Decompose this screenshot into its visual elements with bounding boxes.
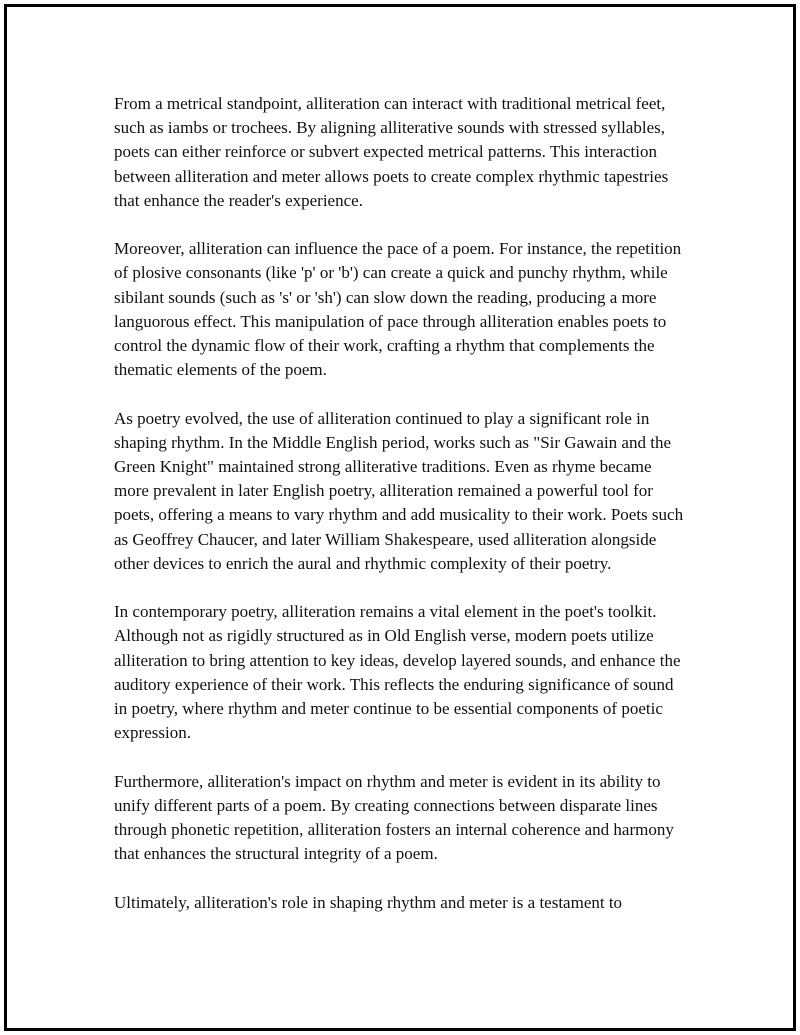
paragraph-contemporary: In contemporary poetry, alliteration remains a vital element in the poet's toolkit. Although not as rigidly structured as in Old English verse, modern poets utilize alliteration to bring attention to key ideas, develop layered sounds, and enhance the auditory experience of their work. This reflects the enduring significance of sound in poetry, where rhythm and meter continue to be essential components of poetic expression. xyxy=(114,602,681,743)
paragraph-unity: Furthermore, alliteration's impact on rhythm and meter is evident in its ability to unify different parts of a poem. By creating connections between disparate lines through phonetic repetition, alliteration fosters an internal coherence and harmony that enhances the structural integrity of a poem. xyxy=(114,771,674,864)
document-body xyxy=(114,92,686,939)
paragraph-evolution: As poetry evolved, the use of alliteration continued to play a significant role in shaping rhythm. In the Middle English period, works such as "Sir Gawain and the Green Knight" maintained strong alliterative traditions. Even as rhyme became more prevalent in later English poetry, alliteration remained a powerful tool for poets, offering a means to vary rhythm and add musicality to their work. Poets such as Geoffrey Chaucer, and later William Shakespeare, used alliteration alongside other devices to enrich the aural and rhythmic complexity of their poetry. xyxy=(114,408,684,573)
paragraph-pace: Moreover, alliteration can influence the pace of a poem. For instance, the repetition of plosive consonants (like 'p' or 'b') can create a quick and punchy rhythm, while sibilant sounds (such as 's' or 'sh') can slow down the reading, producing a more languorous effect. This manipulation of pace through alliteration enables poets to control the dynamic flow of their work, crafting a rhythm that complements the thematic elements of the poem. xyxy=(114,239,682,380)
paragraph-metrical-standpoint: From a metrical standpoint, alliteration can interact with traditional metrical feet, such as iambs or trochees. By aligning alliterative sounds with stressed syllables, poets can either reinforce or subvert expected metrical patterns. This interaction between alliteration and meter allows poets to create complex rhythmic tapestries that enhance the reader's experience. xyxy=(114,94,669,210)
paragraph-ultimately: Ultimately, alliteration's role in shaping rhythm and meter is a testament to xyxy=(114,892,623,912)
